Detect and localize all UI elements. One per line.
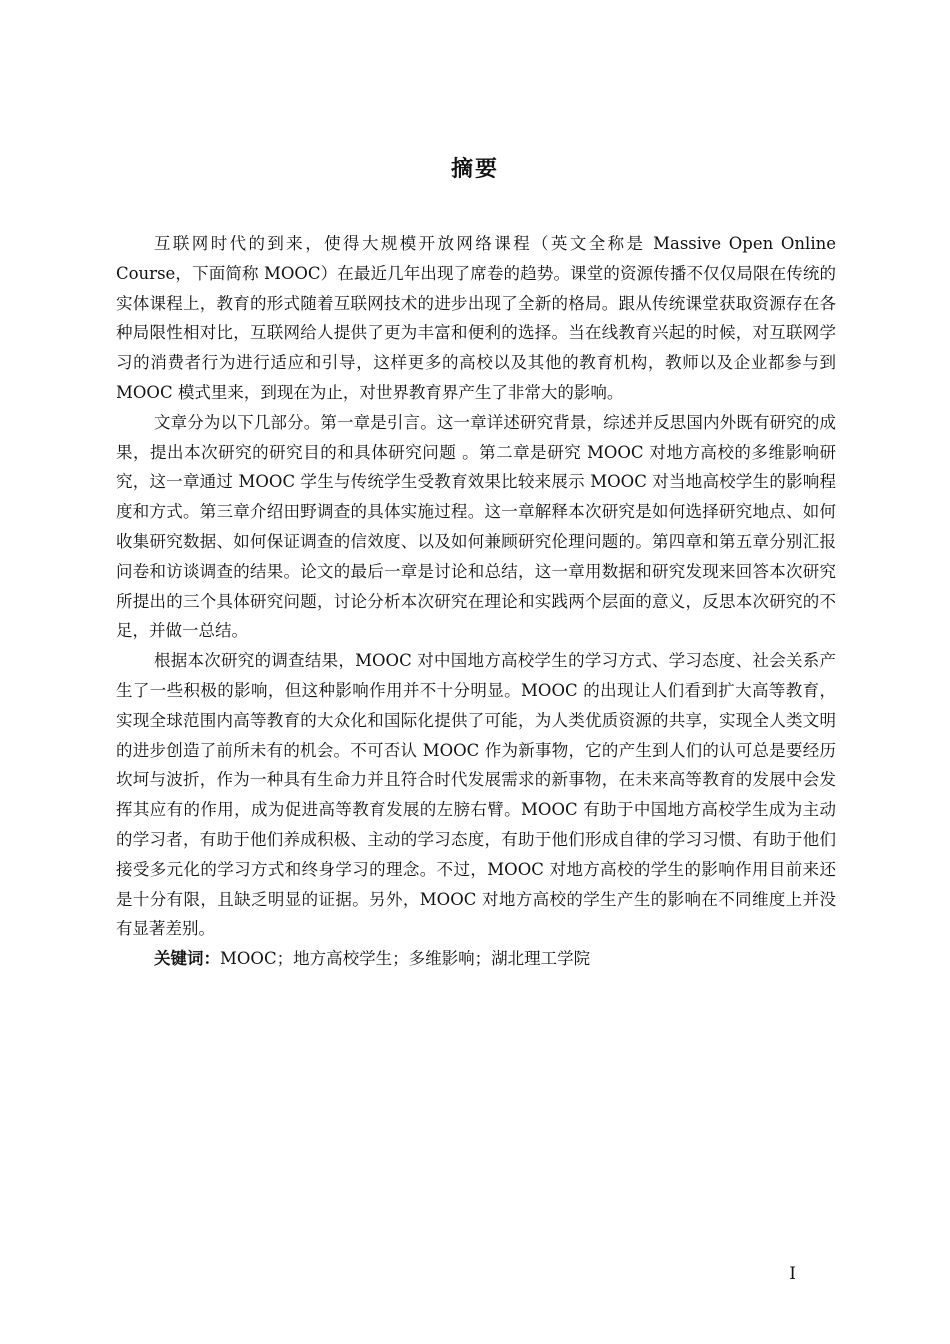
keywords-label: 关键词： (154, 949, 220, 969)
keywords-line (116, 944, 836, 974)
abstract-paragraph-3: 根据本次研究的调查结果，MOOC 对中国地方高校学生的学习方式、学习态度、社会关系产生了一些积极的影响，但这种影响作用并不十分明显。MOOC 的出现让人们看到扩大高等教育，实现全球范围内高等教育的大众化和国际化提供了可能，为人类优质资源的共享，实现全人类文明的进步创造了前所未有的机会。不可否认 MOOC 作为新事物，它的产生到人们的认可总是要经历坎坷与波折，作为一种具有生命力并且符合时代发展需求的新事物，在未来高等教育的发展中会发挥其应有的作用，成为促进高等教育发展的左膀右臂。MOOC 有助于中国地方高校学生成为主动的学习者，有助于他们养成积极、主动的学习态度，有助于他们形成自律的学习习惯、有助于他们接受多元化的学习方式和终身学习的理念。不过，MOOC 对地方高校的学生的影响作用目前来还是十分有限，且缺乏明显的证据。另外，MOOC 对地方高校的学生产生的影响在不同维度上并没有显著差别。 (116, 651, 836, 939)
abstract-paragraph-1: 互联网时代的到来，使得大规模开放网络课程（英文全称是 Massive Open Online Course，下面简称 MOOC）在最近几年出现了席卷的趋势。课堂的资源传播不仅仅局限在传统的实体课程上，教育的形式随着互联网技术的进步出现了全新的格局。跟从传统课堂获取资源存在各种局限性相对比，互联网给人提供了更为丰富和便利的选择。当在线教育兴起的时候，对互联网学习的消费者行为进行适应和引导，这样更多的高校以及其他的教育机构，教师以及企业都参与到 MOOC 模式里来，到现在为止，对世界教育界产生了非常大的影响。 (116, 234, 836, 402)
abstract-paragraph-2: 文章分为以下几部分。第一章是引言。这一章详述研究背景，综述并反思国内外既有研究的成果，提出本次研究的研究目的和具体研究问题 。第二章是研究 MOOC 对地方高校的多维影响研究，这一章通过 MOOC 学生与传统学生受教育效果比较来展示 MOOC 对当地高校学生的影响程度和方式。第三章介绍田野调查的具体实施过程。这一章解释本次研究是如何选择研究地点、如何收集研究数据、如何保证调查的信效度、以及如何兼顾研究伦理问题的。第四章和第五章分别汇报问卷和访谈调查的结果。论文的最后一章是讨论和总结，这一章用数据和研究发现来回答本次研究所提出的三个具体研究问题，讨论分析本次研究在理论和实践两个层面的意义，反思本次研究的不足，并做一总结。 (116, 412, 836, 641)
page-number: I (789, 1264, 796, 1284)
abstract-body (116, 229, 836, 974)
keywords-text: MOOC；地方高校学生；多维影响；湖北理工学院 (220, 949, 591, 969)
abstract-title: 摘要 (450, 157, 499, 182)
